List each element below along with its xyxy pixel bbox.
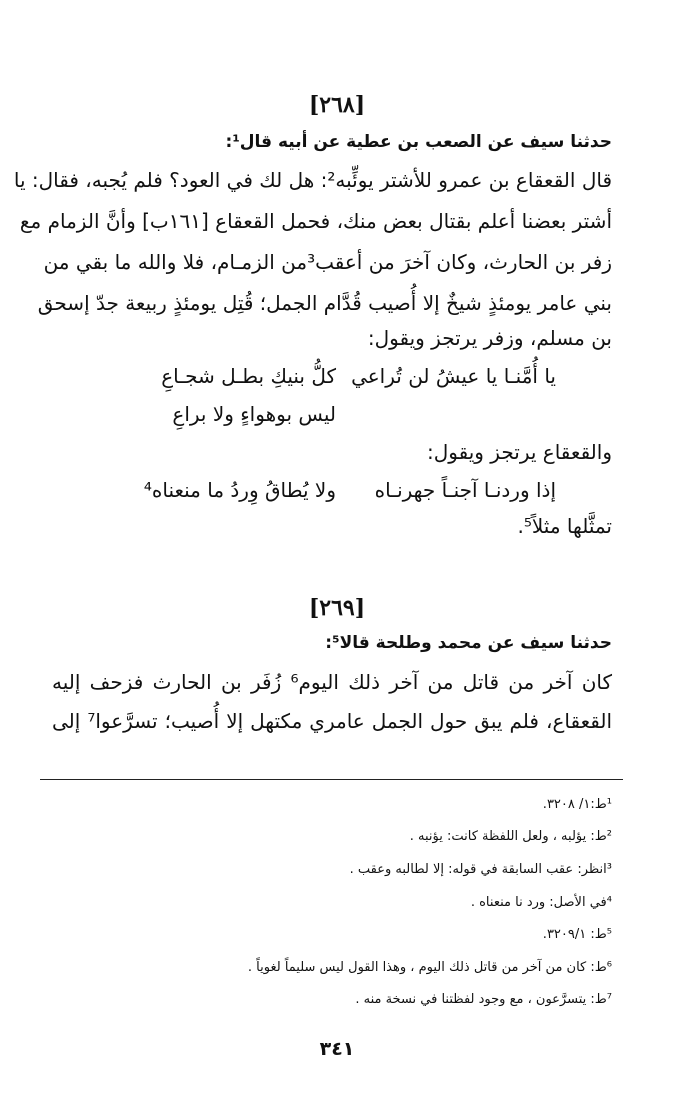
- section-number-268: [٢٦٨]: [308, 92, 366, 118]
- section-number-269: [٢٦٩]: [308, 595, 366, 621]
- verse-2-closing: تمثَّلها مثلاً⁵.: [517, 514, 612, 538]
- paragraph-line-3: زفر بن الحارث، وكان آخرَ من أعقب³من الزمـام، فلا والله ما بقي من: [43, 250, 612, 274]
- paragraph-line-5: بن مسلم، وزفر يرتجز ويقول:: [367, 326, 612, 350]
- footnote-5: ⁵ط: ٣٢٠٩/١.: [542, 927, 612, 942]
- footnote-4: ⁴في الأصل: ورد نا منعناه .: [470, 895, 612, 910]
- footnote-divider: [40, 779, 623, 780]
- paragraph-2-line-1: كان آخر من قاتل من آخر ذلك اليوم⁶ زُفَر بن الحارث فزحف إليه: [52, 670, 613, 694]
- footnote-7: ⁷ط: يتسرَّعون ، مع وجود لفظتنا في نسخة منه .: [355, 992, 612, 1007]
- verse-2-second-hemistich: ولا يُطاقُ وِردُ ما منعناه⁴: [143, 478, 336, 502]
- paragraph-line-2: أشتر بعضنا أعلم بقتال بعض منك، فحمل القعقاع [١٦١ب] وأنَّ الزمام مع: [19, 209, 612, 233]
- paragraph-2-line-2: القعقاع، فلم يبق حول الجمل عامري مكتهل إلا أُصيب؛ تسرَّعوا⁷ إلى: [52, 709, 612, 733]
- footnote-1: ¹ط:١/ ٣٢٠٨.: [542, 797, 612, 812]
- footnote-3: ³انظر: عقب السابقة في قوله: إلا لطالبه وعقب .: [349, 862, 612, 877]
- paragraph-line-1: قال القعقاع بن عمرو للأشتر يوئِّبه²: هل لك في العود؟ فلم يُجبه، فقال: يا: [13, 168, 612, 192]
- paragraph-line-4: بني عامر يومئذٍ شيخٌ إلا أُصيب قُدَّام الجمل؛ قُتِل يومئذٍ ربيعة جدّ إسحق: [37, 291, 612, 315]
- verse-2-first-hemistich: إذا وردنـا آجنـاً جهرنـاه: [374, 478, 556, 502]
- footnote-2: ²ط: يؤلبه ، ولعل اللفظة كانت: يؤنبه .: [409, 829, 612, 844]
- footnote-6: ⁶ط: كان من آخر من قاتل ذلك اليوم ، وهذا القول ليس سليماً لغوياً .: [247, 960, 612, 975]
- page-number: ٣٤١: [319, 1038, 355, 1060]
- verse-1-third-line: ليس بوهواءٍ ولا براعِ: [172, 402, 336, 426]
- isnad-chain-269: حدثنا سيف عن محمد وطلحة قالا⁵:: [325, 633, 612, 653]
- verse-1-second-hemistich: كلُّ بنيكِ بطـل شجـاعِ: [161, 364, 336, 388]
- isnad-chain-268: حدثنا سيف عن الصعب بن عطية عن أبيه قال¹:: [225, 132, 612, 152]
- verse-1-first-hemistich: يا أُمَّنـا يا عيشُ لن تُراعي: [351, 364, 556, 388]
- paragraph-line-after-verse: والقعقاع يرتجز ويقول:: [427, 440, 612, 464]
